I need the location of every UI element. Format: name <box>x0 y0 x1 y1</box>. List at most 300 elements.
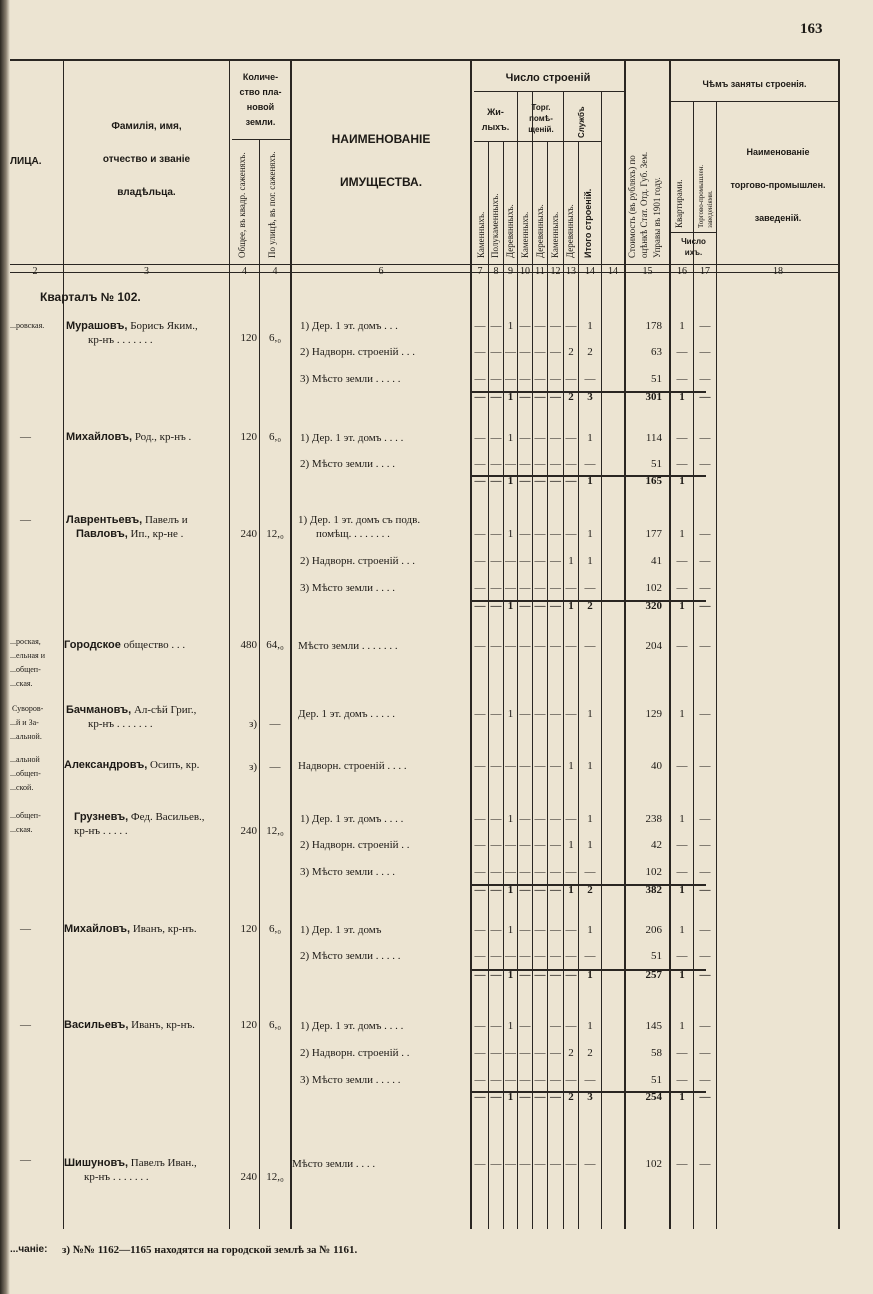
count-cell: 1 <box>507 391 514 403</box>
count-cell: — <box>490 969 502 981</box>
col-number: 11 <box>535 266 545 277</box>
header-total-buildings: Итого строеній. <box>583 188 593 258</box>
count-cell: — <box>565 528 577 540</box>
count-cell: — <box>534 950 546 962</box>
count-cell: — <box>505 373 516 385</box>
count-cell: — <box>699 969 711 981</box>
count-cell: — <box>676 640 688 652</box>
land-total: 240 <box>240 528 257 540</box>
count-cell: 1 <box>507 708 514 720</box>
count-cell: — <box>519 969 531 981</box>
count-cell: — <box>565 1020 577 1032</box>
count-cell: — <box>534 458 546 470</box>
count-cell: — <box>490 475 502 487</box>
count-cell: 1 <box>507 600 514 612</box>
count-cell: 2 <box>587 1047 593 1059</box>
count-cell: — <box>584 950 596 962</box>
count-cell: 1 <box>679 924 685 936</box>
count-cell: — <box>519 432 531 444</box>
street-name: ...общеп- <box>10 665 41 674</box>
header-wooden: Деревянныхъ. <box>565 204 575 258</box>
land-street: 6,₀ <box>268 431 282 443</box>
count-cell: — <box>474 839 486 851</box>
count-cell: — <box>474 373 486 385</box>
value-cell: 58 <box>651 1047 662 1059</box>
property-item: 3) Мѣсто земли . . . . <box>300 582 396 594</box>
count-cell: — <box>550 708 561 720</box>
count-cell: — <box>534 373 546 385</box>
owner-name: Лаврентьевъ, Павелъ и <box>66 514 188 526</box>
count-cell: — <box>519 582 531 594</box>
count-cell: — <box>550 391 561 403</box>
count-cell: — <box>519 600 531 612</box>
count-cell: 1 <box>587 528 593 540</box>
count-cell: — <box>519 884 531 896</box>
count-cell: 2 <box>568 1047 574 1059</box>
count-cell: — <box>490 924 502 936</box>
count-cell: — <box>699 1020 711 1032</box>
count-cell: — <box>534 1074 546 1086</box>
header-street: ЛИЦА. <box>10 156 42 167</box>
count-cell: — <box>565 1074 577 1086</box>
property-item: 1) Дер. 1 эт. домъ . . . . <box>300 1020 404 1032</box>
count-cell: 1 <box>679 391 685 403</box>
count-cell: — <box>676 432 688 444</box>
count-cell: 1 <box>587 475 593 487</box>
count-cell: 1 <box>507 475 514 487</box>
count-cell: — <box>534 320 546 332</box>
header-bottom-rule <box>10 264 839 265</box>
count-cell: — <box>699 600 711 612</box>
count-cell: — <box>474 708 486 720</box>
value-cell: 178 <box>645 320 662 332</box>
col-number: 6 <box>378 266 384 277</box>
count-cell: — <box>519 1047 531 1059</box>
book-binding-shadow <box>0 0 10 1294</box>
street-dash: — <box>20 514 31 526</box>
land-street: 12,₀ <box>266 825 284 837</box>
count-cell: — <box>550 458 561 470</box>
count-cell: — <box>474 924 486 936</box>
count-cell: — <box>584 1158 596 1170</box>
count-cell: — <box>490 866 502 878</box>
header-trade-est: Торгово-промышлен. <box>697 164 705 228</box>
count-cell: — <box>490 458 502 470</box>
count-cell: — <box>565 950 577 962</box>
count-cell: — <box>699 555 711 567</box>
owner-name: Городское общество . . . <box>64 639 186 651</box>
count-cell: — <box>505 1047 516 1059</box>
count-cell: — <box>490 640 502 652</box>
count-cell: — <box>490 528 502 540</box>
count-cell: — <box>534 346 546 358</box>
count-cell: — <box>474 813 486 825</box>
count-cell: — <box>519 1158 531 1170</box>
count-cell: — <box>519 391 531 403</box>
count-cell: — <box>490 346 502 358</box>
buildings-sub-rule <box>474 141 602 142</box>
count-cell: — <box>584 458 596 470</box>
count-cell: — <box>490 950 502 962</box>
count-cell: — <box>534 1047 546 1059</box>
count-cell: — <box>534 760 546 772</box>
count-cell: — <box>505 640 516 652</box>
count-cell: — <box>699 346 711 358</box>
count-cell: — <box>490 1047 502 1059</box>
street-name: Суворов- <box>12 704 44 713</box>
col-number: 4 <box>272 266 278 277</box>
count-cell: — <box>699 1091 711 1103</box>
count-cell: — <box>474 1074 486 1086</box>
count-cell: — <box>699 884 711 896</box>
land-total: 120 <box>240 923 257 935</box>
street-name: ...ельная и <box>10 651 45 660</box>
count-cell: — <box>519 760 531 772</box>
count-cell: — <box>534 969 546 981</box>
count-cell: — <box>534 391 546 403</box>
count-cell: 1 <box>507 813 514 825</box>
property-item: 2) Надворн. строеній . . . <box>300 555 416 567</box>
count-cell: 1 <box>568 760 574 772</box>
count-cell: 2 <box>587 884 593 896</box>
street-name: ...альной. <box>10 732 42 741</box>
count-cell: — <box>519 346 531 358</box>
count-cell: — <box>565 582 577 594</box>
count-cell: — <box>550 432 561 444</box>
value-cell: 51 <box>651 458 662 470</box>
land-total: 120 <box>240 431 257 443</box>
count-cell: — <box>490 600 502 612</box>
land-street: 12,₀ <box>266 528 284 540</box>
header-count: Число <box>681 237 706 246</box>
property-item: Дер. 1 эт. домъ . . . . . <box>298 708 396 720</box>
count-cell: — <box>519 640 531 652</box>
header-trade: щеній. <box>528 125 554 134</box>
count-cell: — <box>550 373 561 385</box>
property-item: 3) Мѣсто земли . . . . . <box>300 1074 401 1086</box>
header-wooden: Деревянныхъ. <box>505 204 515 258</box>
header-stone: Каменныхъ. <box>476 211 486 258</box>
count-cell: 1 <box>587 320 593 332</box>
property-item: 1) Дер. 1 эт. домъ . . . <box>300 320 398 332</box>
count-cell: — <box>519 839 531 851</box>
count-cell: — <box>519 373 531 385</box>
land-total: 120 <box>240 1019 257 1031</box>
count-cell: — <box>699 458 711 470</box>
page-number: 163 <box>800 21 823 37</box>
count-cell: — <box>699 391 711 403</box>
property-item: 3) Мѣсто земли . . . . . <box>300 373 401 385</box>
value-cell: 301 <box>645 391 662 403</box>
count-cell: 1 <box>568 555 574 567</box>
land-street: — <box>269 761 281 773</box>
property-item: 1) Дер. 1 эт. домъ . . . . <box>300 813 404 825</box>
col-number: 3 <box>144 266 149 277</box>
header-stone: Каменныхъ. <box>520 211 530 258</box>
count-cell: — <box>534 555 546 567</box>
col-number: 17 <box>700 266 710 277</box>
count-cell: — <box>474 458 486 470</box>
value-cell: 254 <box>645 1091 662 1103</box>
count-cell: — <box>565 373 577 385</box>
count-cell: — <box>474 950 486 962</box>
count-cell: — <box>699 432 711 444</box>
land-total: з) <box>248 718 257 730</box>
count-cell: — <box>519 1074 531 1086</box>
count-cell: — <box>490 391 502 403</box>
count-cell: 1 <box>587 839 593 851</box>
count-cell: — <box>490 1074 502 1086</box>
count-cell: — <box>550 1158 561 1170</box>
property-item: 3) Мѣсто земли . . . . <box>300 866 396 878</box>
count-cell: 1 <box>568 600 574 612</box>
header-land-line: новой <box>246 102 275 112</box>
property-item: 1) Дер. 1 эт. домъ . . . . <box>300 432 404 444</box>
count-cell: — <box>565 969 577 981</box>
count-cell: — <box>505 1158 516 1170</box>
land-total: 480 <box>240 639 257 651</box>
property-item: Надворн. строеній . . . . <box>298 760 407 772</box>
header-property: НАИМЕНОВАНІЕ <box>331 132 431 146</box>
street-name: ...ской. <box>10 783 34 792</box>
count-cell: 1 <box>679 708 685 720</box>
property-item: 2) Надворн. строеній . . . <box>300 346 416 358</box>
count-cell: — <box>505 582 516 594</box>
footnote-text: з) №№ 1162—1165 находятся на городской землѣ за № 1161. <box>62 1244 358 1256</box>
count-cell: 1 <box>679 1020 685 1032</box>
count-cell: — <box>550 969 561 981</box>
count-cell: — <box>699 760 711 772</box>
header-property: ИМУЩЕСТВА. <box>339 175 423 189</box>
count-cell: 1 <box>679 600 685 612</box>
owner-name: Бачмановъ, Ал-сѣй Григ., <box>66 704 197 716</box>
count-cell: 1 <box>679 813 685 825</box>
header-owner-line: Фамилія, имя, <box>111 121 182 132</box>
count-cell: 2 <box>587 346 593 358</box>
col-divider <box>578 141 579 1229</box>
count-cell: — <box>505 458 516 470</box>
count-cell: — <box>534 640 546 652</box>
count-cell: — <box>565 432 577 444</box>
count-cell: — <box>534 600 546 612</box>
header-value: Стоимость (въ рубляхъ) по <box>627 155 637 258</box>
header-residential: лыхъ. <box>481 122 510 132</box>
count-cell: — <box>474 320 486 332</box>
count-cell: 1 <box>587 432 593 444</box>
owner-name: Мурашовъ, Борисъ Яким., <box>66 320 198 332</box>
count-cell: — <box>699 1074 711 1086</box>
count-cell: — <box>565 708 577 720</box>
count-cell: — <box>550 640 561 652</box>
count-cell: — <box>519 555 531 567</box>
value-cell: 129 <box>645 708 662 720</box>
count-cell: — <box>474 346 486 358</box>
count-cell: — <box>505 866 516 878</box>
count-cell: — <box>699 1158 711 1170</box>
header-occupied-group: Чѣмъ заняты строенія. <box>702 79 807 89</box>
header-value: Управы въ 1901 году. <box>652 177 662 258</box>
count-cell: — <box>505 760 516 772</box>
count-cell: — <box>519 708 531 720</box>
count-cell: — <box>699 708 711 720</box>
street-name: ...общеп- <box>10 811 41 820</box>
count-cell: — <box>519 528 531 540</box>
header-stone: Каменныхъ. <box>550 211 560 258</box>
count-cell: 1 <box>587 760 593 772</box>
count-cell: — <box>565 320 577 332</box>
col-number: 9 <box>508 266 513 277</box>
count-cell: — <box>584 582 596 594</box>
count-cell: — <box>699 528 711 540</box>
count-cell: — <box>565 866 577 878</box>
street-name: ...й и За- <box>10 718 39 727</box>
col-number: 13 <box>566 266 576 277</box>
count-cell: — <box>550 884 561 896</box>
count-cell: — <box>565 813 577 825</box>
header-trade-name: Наименованіе <box>746 147 810 157</box>
land-total: з) <box>248 761 257 773</box>
count-cell: — <box>676 1158 688 1170</box>
footnote-label: ...чаніе: <box>10 1244 48 1255</box>
header-owner-line: отчество и званіе <box>102 154 191 165</box>
owner-name-cont: кр-нъ . . . . . . . <box>88 718 153 730</box>
count-cell: — <box>550 760 561 772</box>
count-cell: 1 <box>587 924 593 936</box>
street-name: ...ровская. <box>10 321 45 330</box>
count-cell: — <box>474 555 486 567</box>
count-cell: — <box>584 640 596 652</box>
header-half-stone: Полукаменныхъ. <box>490 193 500 258</box>
count-cell: — <box>550 813 561 825</box>
value-cell: 102 <box>645 866 662 878</box>
count-cell: — <box>699 813 711 825</box>
count-cell: — <box>534 432 546 444</box>
count-cell: — <box>676 582 688 594</box>
count-cell: — <box>534 528 546 540</box>
count-cell: 1 <box>507 528 514 540</box>
header-owner-line: владѣльца. <box>117 187 176 198</box>
count-cell: — <box>584 1074 596 1086</box>
count-cell: — <box>519 866 531 878</box>
value-cell: 40 <box>651 760 662 772</box>
count-cell: — <box>534 866 546 878</box>
count-cell: — <box>584 866 596 878</box>
count-cell: 2 <box>568 346 574 358</box>
header-residential: Жи- <box>487 107 504 117</box>
count-cell: — <box>584 373 596 385</box>
owner-name-cont: кр-нъ . . . . . . . <box>88 334 153 346</box>
count-cell: — <box>550 600 561 612</box>
count-cell: — <box>565 475 577 487</box>
owner-name: Грузневъ, Фед. Васильев., <box>74 811 205 823</box>
table-top-rule <box>10 59 839 61</box>
col-divider <box>488 141 489 1229</box>
value-cell: 63 <box>651 346 662 358</box>
street-name: ...общеп- <box>10 769 41 778</box>
count-cell: — <box>490 373 502 385</box>
count-cell: — <box>490 1091 502 1103</box>
header-trade-name: торгово-промышлен. <box>730 180 826 190</box>
header-buildings-group: Число строеній <box>505 72 591 84</box>
owner-name-cont: кр-нъ . . . . . . . <box>84 1171 149 1183</box>
col-number: 8 <box>493 266 499 277</box>
count-cell: — <box>550 1047 561 1059</box>
count-cell: 1 <box>507 320 514 332</box>
count-cell: — <box>490 582 502 594</box>
count-cell: — <box>565 458 577 470</box>
count-cell: — <box>490 760 502 772</box>
count-cell: — <box>474 969 486 981</box>
count-cell: — <box>490 813 502 825</box>
land-street: 6,₀ <box>268 923 282 935</box>
occupied-split-rule <box>669 101 839 102</box>
value-cell: 165 <box>645 475 662 487</box>
header-land-street: По улицѣ, въ пог. саженяхъ. <box>267 151 277 258</box>
value-cell: 382 <box>645 884 662 896</box>
count-cell: — <box>676 346 688 358</box>
count-cell: — <box>474 475 486 487</box>
count-cell: — <box>550 950 561 962</box>
street-dash: — <box>20 431 31 443</box>
value-cell: 102 <box>645 1158 662 1170</box>
value-cell: 51 <box>651 950 662 962</box>
value-cell: 204 <box>645 640 662 652</box>
street-dash: — <box>20 1154 31 1166</box>
col-divider <box>259 139 260 1229</box>
count-cell: — <box>676 458 688 470</box>
value-cell: 114 <box>645 432 662 444</box>
count-cell: 2 <box>568 1091 574 1103</box>
col-number: 2 <box>32 266 38 277</box>
col-number: 7 <box>477 266 483 277</box>
col-number: 4 <box>242 266 247 277</box>
header-land-line: ство пла- <box>239 87 282 97</box>
count-cell: — <box>519 950 531 962</box>
count-cell: — <box>699 866 711 878</box>
land-street: 6,₀ <box>268 1019 282 1031</box>
owner-name: Шишуновъ, Павелъ Иван., <box>64 1157 197 1169</box>
col-divider <box>290 59 292 1229</box>
count-cell: — <box>474 884 486 896</box>
count-cell: — <box>550 528 561 540</box>
count-cell: — <box>474 866 486 878</box>
count-cell: 1 <box>679 969 685 981</box>
count-cell: — <box>474 600 486 612</box>
street-dash: — <box>20 1019 31 1031</box>
count-cell: — <box>490 1158 502 1170</box>
count-cell: 1 <box>568 839 574 851</box>
count-cell: 1 <box>507 884 514 896</box>
owner-name: Александровъ, Осипъ, кр. <box>64 759 200 771</box>
property-item: Мѣсто земли . . . . . . . <box>298 640 398 652</box>
owner-name-cont: Павловъ, Ип., кр-не . <box>76 528 184 540</box>
count-cell: — <box>519 1020 531 1032</box>
count-cell: — <box>550 839 561 851</box>
count-cell: — <box>505 1074 516 1086</box>
count-cell: — <box>519 320 531 332</box>
quarter-title: Кварталъ № 102. <box>40 290 141 304</box>
count-cell: — <box>490 839 502 851</box>
count-cell: — <box>699 640 711 652</box>
count-cell: — <box>550 475 561 487</box>
count-cell: — <box>534 582 546 594</box>
property-item: Мѣсто земли . . . . <box>292 1158 376 1170</box>
header-wooden: Деревянныхъ. <box>535 204 545 258</box>
value-cell: 177 <box>645 528 662 540</box>
property-item: помѣщ. . . . . . . . <box>316 528 390 540</box>
col-number: 10 <box>520 266 530 277</box>
count-cell: — <box>699 373 711 385</box>
